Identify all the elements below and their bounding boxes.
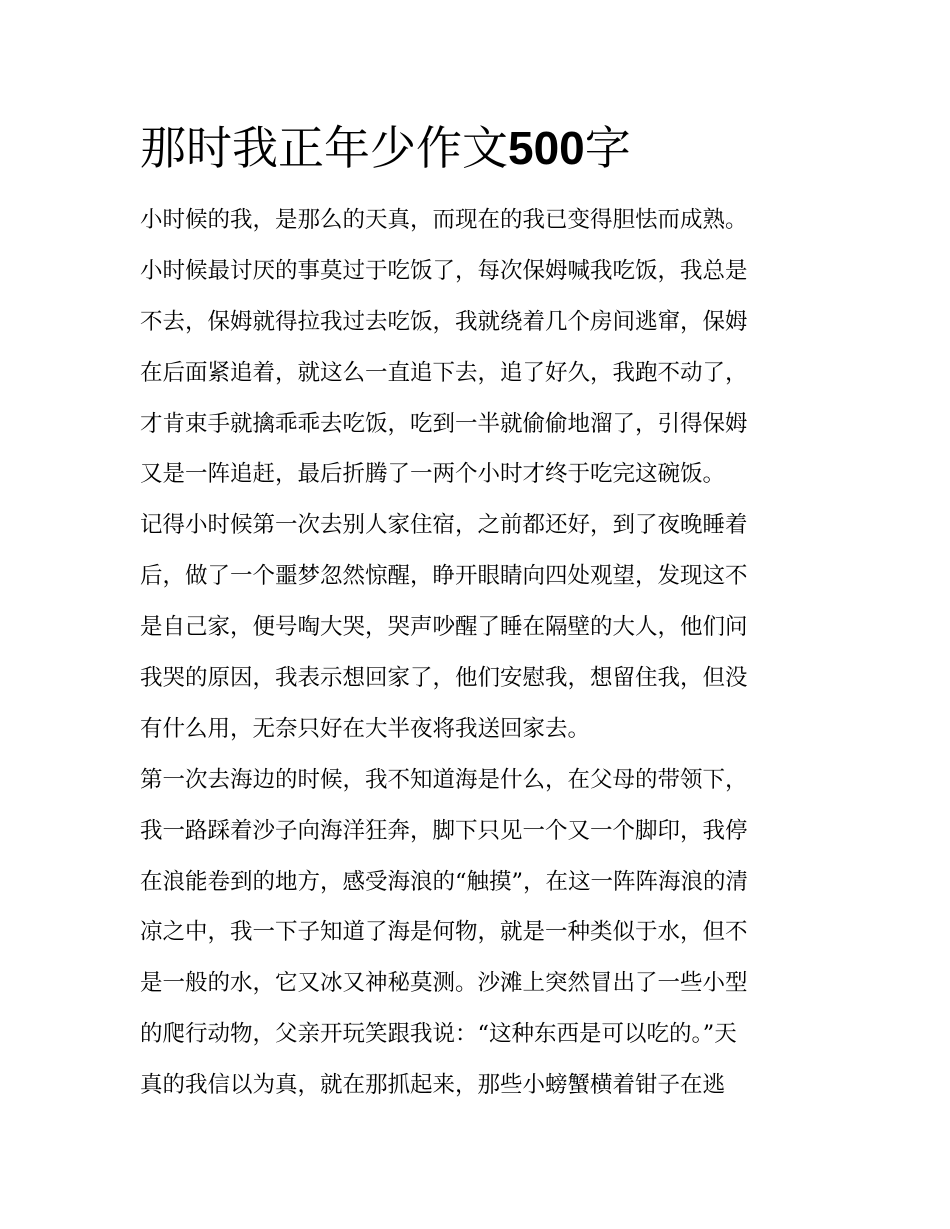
title-number: 500 xyxy=(508,122,585,174)
text-line: 小时候的我，是那么的天真，而现在的我已变得胆怯而成熟。 xyxy=(140,207,748,233)
text-line: 记得小时候第一次去别人家住宿，之前都还好，到了夜晚睡着 xyxy=(140,512,748,539)
text-line: 是自己家，便号啕大哭，哭声吵醒了睡在隔壁的大人，他们问 xyxy=(140,614,748,641)
text-line: 我一路踩着沙子向海洋狂奔，脚下只见一个又一个脚印，我停 xyxy=(140,817,748,844)
text-line: 在后面紧追着，就这么一直追下去，追了好久，我跑不动了， xyxy=(140,359,748,386)
text-line: 第一次去海边的时候，我不知道海是什么，在父母的带领下， xyxy=(140,766,748,793)
text-line: 才肯束手就擒乖乖去吃饭，吃到一半就偷偷地溜了，引得保姆 xyxy=(140,410,748,437)
text-line: 的爬行动物，父亲开玩笑跟我说：“这种东西是可以吃的。”天 xyxy=(140,1021,737,1048)
title-suffix: 字 xyxy=(584,121,631,175)
title-prefix: 那时我正年少作文 xyxy=(140,121,508,175)
text-line: 是一般的水，它又冰又神秘莫测。沙滩上突然冒出了一些小型 xyxy=(140,970,748,997)
text-line: 在浪能卷到的地方，感受海浪的“触摸”，在这一阵阵海浪的清 xyxy=(140,868,749,895)
text-line: 有什么用，无奈只好在大半夜将我送回家去。 xyxy=(140,715,591,742)
text-line: 不去，保姆就得拉我过去吃饭，我就绕着几个房间逃窜，保姆 xyxy=(140,308,748,335)
document-title xyxy=(140,118,631,178)
text-line: 我哭的原因，我表示想回家了，他们安慰我，想留住我，但没 xyxy=(140,665,748,692)
text-line: 小时候最讨厌的事莫过于吃饭了，每次保姆喊我吃饭，我总是 xyxy=(140,257,748,284)
text-line: 后，做了一个噩梦忽然惊醒，睁开眼睛向四处观望，发现这不 xyxy=(140,563,748,590)
essay-body xyxy=(140,195,812,1111)
text-line: 凉之中，我一下子知道了海是何物，就是一种类似于水，但不 xyxy=(140,919,748,946)
text-line: 又是一阵追赶，最后折腾了一两个小时才终于吃完这碗饭。 xyxy=(140,461,726,488)
text-line: 真的我信以为真，就在那抓起来，那些小螃蟹横着钳子在逃 xyxy=(140,1072,726,1099)
